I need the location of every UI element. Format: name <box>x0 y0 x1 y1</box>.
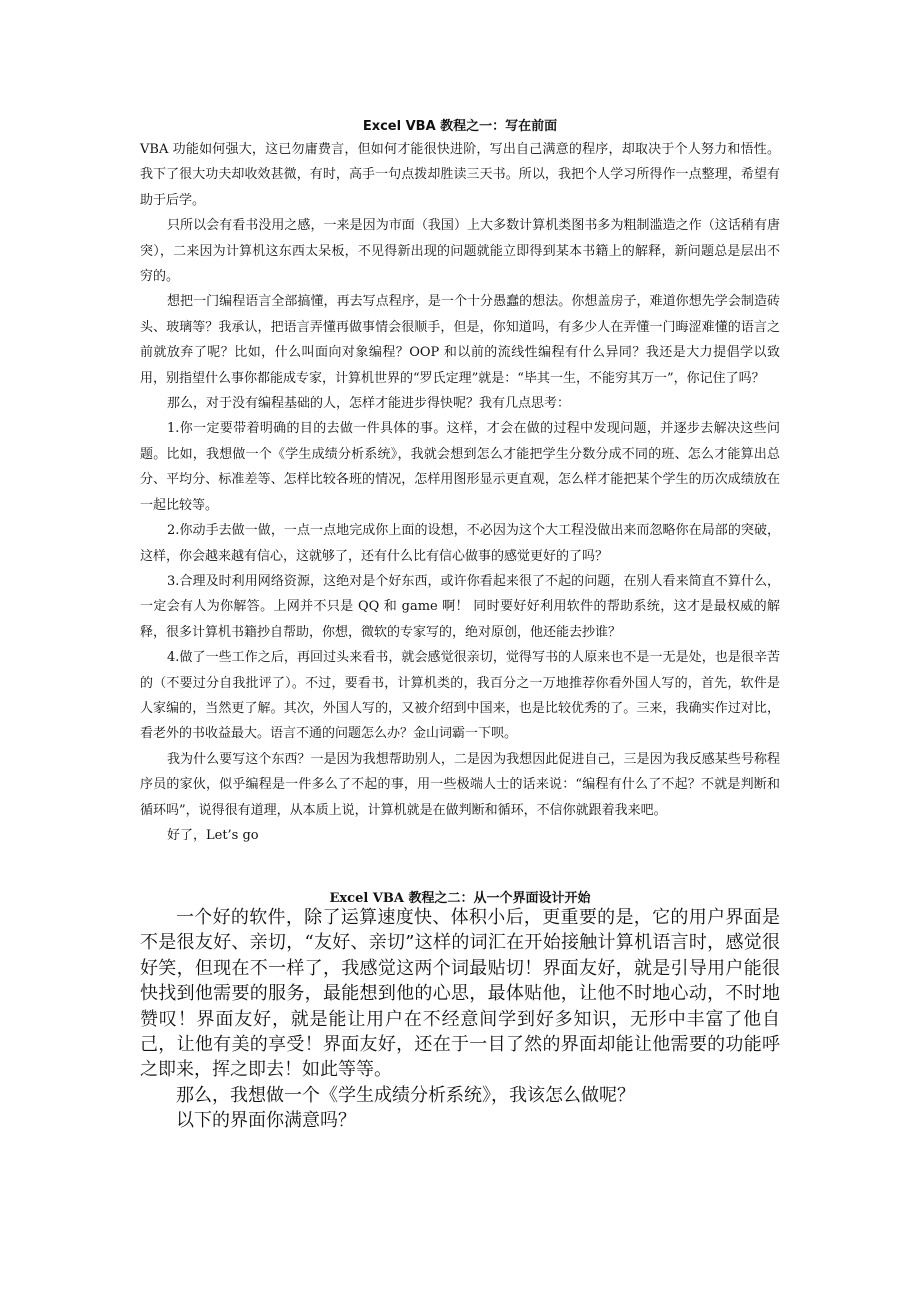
section1-paragraph: VBA 功能如何强大，这已勿庸费言，但如何才能很快进阶，写出自己满意的程序，却取决于个人努力和悟性。我下了很大功夫却收效甚微，有时，高手一句点拨却胜读三天书。所以，我把个人学习所得作一点整理，希望有助于后学。 <box>140 142 780 208</box>
section1-body <box>140 137 780 848</box>
section1-paragraph: 想把一门编程语言全部搞懂，再去写点程序，是一个十分愚蠢的想法。你想盖房子，难道你想先学会制造砖头、玻璃等？我承认，把语言弄懂再做事情会很顺手，但是，你知道吗，有多少人在弄懂一门晦涩难懂的语言之前就放弃了呢？比如，什么叫面向对象编程？OOP 和以前的流线性编程有什么异同？我还是大力提倡学以致用，别指望什么事你都能成专家，计算机世界的“罗氏定理”就是：“毕其一生，不能穷其万一”，你记住了吗？ <box>140 294 780 386</box>
section1-closing: 好了，Let’s go <box>167 827 259 843</box>
section1-list-item: 1.你一定要带着明确的目的去做一件具体的事。这样，才会在做的过程中发现问题，并逐步去解决这些问题。比如，我想做一个《学生成绩分析系统》，我就会想到怎么才能把学生分数分成不同的班、怎么才能算出总分、平均分、标准差等、怎样比较各班的情况，怎样用图形显示更直观，怎么样才能把某个学生的历次成绩放在一起比较等。 <box>140 421 780 513</box>
section2-paragraph: 那么，我想做一个《学生成绩分析系统》，我该怎么做呢？ <box>176 1084 635 1106</box>
section2-paragraph: 以下的界面你满意吗？ <box>176 1110 356 1132</box>
section1-paragraph: 我为什么要写这个东西？一是因为我想帮助别人，二是因为我想因此促进自己，三是因为我反感某些号称程序员的家伙，似乎编程是一件多么了不起的事，用一些极端人士的话来说：“编程有什么了不起？不就是判断和循环吗”，说得很有道理，从本质上说，计算机就是在做判断和循环，不信你就跟着我来吧。 <box>140 751 780 818</box>
section1-list-item: 4.做了一些工作之后，再回过头来看书，就会感觉很亲切，觉得写书的人原来也不是一无是处，也是很辛苦的（不要过分自我批评了）。不过，要看书，计算机类的，我百分之一万地推荐你看外国人写的，首先，软件是人家编的，当然更了解。其次，外国人写的，又被介绍到中国来，也是比较优秀的了。三来，我确实作过对比，看老外的书收益最大。语言不通的问题怎么办？金山词霸一下呗。 <box>140 650 780 742</box>
section1-paragraph: 那么，对于没有编程基础的人，怎样才能进步得快呢？我有几点思考： <box>167 396 571 412</box>
section2-title: Excel VBA 教程之二：从一个界面设计开始 <box>329 891 591 906</box>
section2-body <box>140 905 780 1134</box>
section1-list-item: 2.你动手去做一做，一点一点地完成你上面的设想，不必因为这个大工程没做出来而忽略你在局部的突破，这样，你会越来越有信心，这就够了，还有什么比有信心做事的感觉更好的了吗？ <box>140 523 780 564</box>
section1-title: Excel VBA 教程之一：写在前面 <box>362 119 558 134</box>
section1-paragraph: 只所以会有看书没用之感，一来是因为市面（我国）上大多数计算机类图书多为粗制滥造之作（这话稍有唐突），二来因为计算机这东西太呆板，不见得新出现的问题就能立即得到某本书籍上的解释，新问题总是层出不穷的。 <box>140 218 780 285</box>
section1-list-item: 3.合理及时利用网络资源，这绝对是个好东西，或许你看起来很了不起的问题，在别人看来简直不算什么，一定会有人为你解答。上网并不只是 QQ 和 game 啊！ 同时要好好利用软件的帮助系统，这才是最权威的解释，很多计算机书籍抄自帮助，你想，微软的专家写的，绝对原创，他还能去抄谁？ <box>140 573 780 640</box>
section2-paragraph: 一个好的软件，除了运算速度快、体积小后，更重要的是，它的用户界面是不是很友好、亲切，“友好、亲切”这样的词汇在开始接触计算机语言时，感觉很好笑，但现在不一样了，我感觉这两个词最贴切！界面友好，就是引导用户能很快找到他需要的服务，最能想到他的心思，最体贴他，让他不时地心动，不时地赞叹！界面友好，就是能让用户在不经意间学到好多知识，无形中丰富了他自己，让他有美的享受！界面友好，还在于一目了然的界面却能让他需要的功能呼之即来，挥之即去！如此等等。 <box>140 907 780 1081</box>
